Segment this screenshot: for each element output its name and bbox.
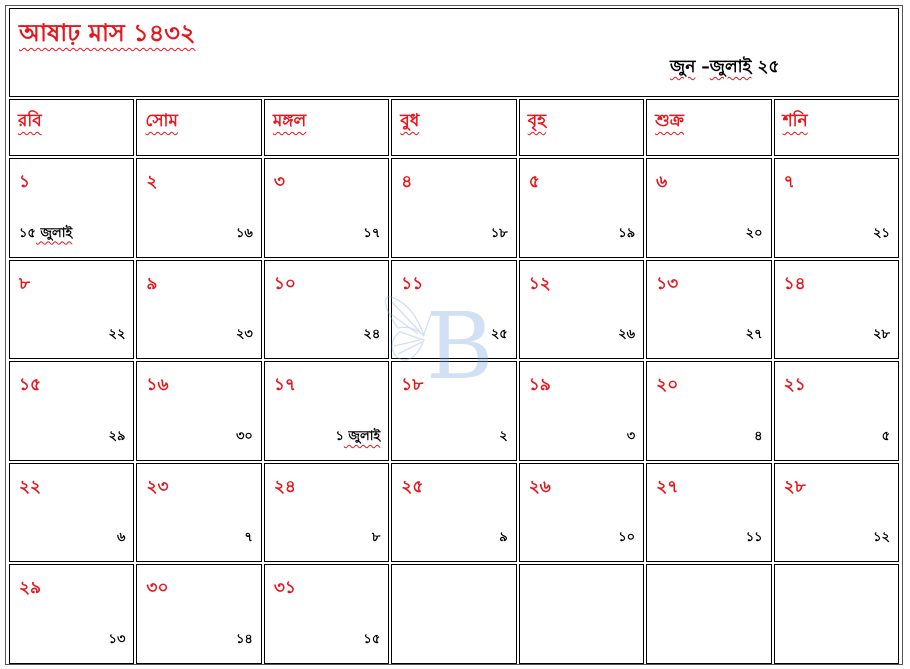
empty-day-cell bbox=[519, 564, 644, 664]
gregorian-date-number: ২৬ bbox=[618, 327, 636, 343]
gregorian-date bbox=[363, 225, 380, 243]
day-cell bbox=[136, 260, 261, 360]
gregorian-date-number: ১২ bbox=[873, 530, 890, 546]
bengali-date: ১৩ bbox=[656, 273, 679, 294]
gregorian-date bbox=[117, 529, 125, 547]
day-cell bbox=[391, 361, 516, 461]
weekday-header-cell bbox=[519, 99, 644, 156]
bengali-date: ২৫ bbox=[401, 476, 424, 497]
gregorian-date-number: ২৫ bbox=[490, 327, 508, 343]
gregorian-date-number: ২০ bbox=[745, 225, 763, 241]
day-cell bbox=[264, 260, 389, 360]
gregorian-date bbox=[335, 428, 380, 446]
day-cell bbox=[264, 463, 389, 563]
calendar-header bbox=[9, 8, 899, 97]
bengali-date: ১১ bbox=[401, 273, 424, 294]
gregorian-date-number: ৪ bbox=[754, 428, 763, 444]
day-cell bbox=[9, 158, 134, 258]
day-cell bbox=[646, 260, 771, 360]
bengali-date: ১৮ bbox=[401, 375, 424, 396]
gregorian-date-number: ১৪ bbox=[235, 631, 253, 647]
gregorian-date-number: ২৪ bbox=[363, 327, 381, 343]
gregorian-date-number: ২২ bbox=[108, 327, 126, 343]
gregorian-date bbox=[618, 529, 635, 547]
weekday-header-cell bbox=[774, 99, 899, 156]
bengali-date: ৬ bbox=[656, 172, 668, 192]
empty-day-cell bbox=[391, 564, 516, 664]
bengali-date: ২ bbox=[146, 172, 158, 192]
gregorian-date-number: ১১ bbox=[745, 530, 763, 546]
day-cell bbox=[264, 361, 389, 461]
gregorian-date bbox=[499, 428, 507, 446]
gregorian-date bbox=[882, 428, 890, 446]
day-cell bbox=[519, 158, 644, 258]
bengali-date: ৫ bbox=[528, 172, 540, 192]
gregorian-date-number: ১৯ bbox=[618, 225, 636, 241]
day-cell bbox=[774, 158, 899, 258]
day-cell bbox=[136, 361, 261, 461]
bengali-date: ১০ bbox=[273, 273, 296, 294]
day-cell bbox=[264, 158, 389, 258]
gregorian-date-number: ১৭ bbox=[363, 225, 381, 241]
day-cell bbox=[391, 158, 516, 258]
gregorian-date bbox=[618, 326, 635, 344]
day-cell bbox=[774, 463, 899, 563]
day-cell bbox=[519, 260, 644, 360]
gregorian-date bbox=[491, 225, 508, 243]
day-cell bbox=[646, 158, 771, 258]
greg-range-year: ২৫ bbox=[751, 57, 780, 77]
gregorian-date bbox=[873, 225, 890, 243]
gregorian-date bbox=[19, 225, 72, 243]
empty-day-cell bbox=[646, 564, 771, 664]
gregorian-date bbox=[244, 529, 252, 547]
gregorian-date-number: ৬ bbox=[116, 530, 126, 546]
bengali-date: ৮ bbox=[19, 273, 31, 294]
gregorian-date-number: ২৮ bbox=[873, 327, 890, 343]
gregorian-date-number: ৮ bbox=[371, 530, 381, 546]
day-cell bbox=[391, 463, 516, 563]
bengali-date: ৪ bbox=[401, 172, 413, 192]
day-cell bbox=[264, 564, 389, 664]
day-cell bbox=[391, 260, 516, 360]
bengali-date: ১ bbox=[19, 172, 31, 192]
gregorian-date-number: ২৭ bbox=[745, 327, 763, 343]
gregorian-date-number: ১৫ bbox=[363, 631, 381, 647]
gregorian-date bbox=[109, 631, 126, 649]
gregorian-date bbox=[363, 326, 380, 344]
day-cell bbox=[774, 260, 899, 360]
gregorian-date-number: ১০ bbox=[618, 530, 636, 546]
gregorian-date bbox=[372, 529, 380, 547]
gregorian-date bbox=[499, 529, 507, 547]
gregorian-date bbox=[746, 326, 763, 344]
bengali-date: ১৫ bbox=[19, 375, 42, 396]
weekday-header-cell bbox=[9, 99, 134, 156]
bengali-date: ২৮ bbox=[783, 476, 806, 497]
gregorian-date-number: ১৬ bbox=[235, 225, 253, 241]
gregorian-month-label: জুলাই bbox=[343, 428, 381, 444]
day-cell bbox=[9, 361, 134, 461]
weekday-header-cell bbox=[646, 99, 771, 156]
gregorian-date bbox=[236, 428, 253, 446]
bengali-date: ৩১ bbox=[273, 578, 296, 599]
weekday-label: বৃহ bbox=[527, 111, 547, 131]
gregorian-date bbox=[873, 529, 890, 547]
gregorian-date bbox=[746, 529, 763, 547]
bengali-date: ২১ bbox=[783, 375, 806, 396]
gregorian-date bbox=[873, 326, 890, 344]
gregorian-date bbox=[109, 326, 126, 344]
day-cell bbox=[9, 564, 134, 664]
gregorian-date bbox=[236, 326, 253, 344]
bengali-date: ৩০ bbox=[146, 578, 169, 599]
gregorian-month-label: জুলাই bbox=[35, 225, 73, 241]
gregorian-date bbox=[491, 326, 508, 344]
weekday-header-cell bbox=[391, 99, 516, 156]
gregorian-date bbox=[236, 631, 253, 649]
calendar-grid bbox=[9, 99, 899, 664]
bengali-date: ২৭ bbox=[656, 476, 679, 497]
day-cell bbox=[136, 564, 261, 664]
day-cell bbox=[136, 158, 261, 258]
day-cell bbox=[9, 463, 134, 563]
bengali-date: ২৬ bbox=[528, 476, 551, 497]
gregorian-date-number: ২৯ bbox=[108, 428, 126, 444]
gregorian-date-number: ১ bbox=[335, 428, 344, 444]
gregorian-date-number: ৩০ bbox=[235, 428, 253, 444]
month-title: আষাঢ় মাস ১৪৩২ bbox=[19, 19, 196, 47]
day-cell bbox=[519, 361, 644, 461]
bengali-date: ২৩ bbox=[146, 476, 169, 497]
greg-range-to: জুলাই bbox=[709, 57, 752, 77]
weekday-label: মঙ্গল bbox=[272, 111, 307, 131]
gregorian-date-number: ৭ bbox=[244, 530, 253, 546]
gregorian-date-number: ১৫ bbox=[19, 225, 36, 241]
bengali-date: ১৬ bbox=[146, 375, 169, 396]
gregorian-date bbox=[754, 428, 762, 446]
bengali-date: ২২ bbox=[19, 476, 42, 497]
day-cell bbox=[136, 463, 261, 563]
weekday-header-cell bbox=[264, 99, 389, 156]
greg-range-from: জুন bbox=[670, 57, 696, 77]
bengali-date: ৭ bbox=[783, 172, 795, 192]
weekday-label: সোম bbox=[145, 111, 178, 131]
gregorian-month-range bbox=[670, 55, 779, 79]
greg-range-dash: – bbox=[695, 57, 710, 77]
day-cell bbox=[9, 260, 134, 360]
bengali-date: ২৪ bbox=[273, 476, 296, 497]
bengali-date: ৩ bbox=[273, 172, 285, 192]
gregorian-date-number: ১৮ bbox=[490, 225, 508, 241]
gregorian-date-number: ৯ bbox=[499, 530, 508, 546]
gregorian-date-number: ৩ bbox=[626, 428, 636, 444]
gregorian-date-number: ৫ bbox=[881, 428, 890, 444]
day-cell bbox=[519, 463, 644, 563]
bengali-date: ২০ bbox=[656, 375, 679, 396]
gregorian-date-number: ২৩ bbox=[235, 327, 253, 343]
watermark-letter: B bbox=[426, 293, 494, 393]
bengali-date: ১৭ bbox=[273, 375, 296, 396]
weekday-label: বুধ bbox=[400, 111, 420, 131]
day-cell bbox=[774, 361, 899, 461]
gregorian-date-number: ১৩ bbox=[108, 631, 126, 647]
bengali-date: ১৪ bbox=[783, 273, 806, 294]
gregorian-date bbox=[363, 631, 380, 649]
bengali-date: ১৯ bbox=[528, 375, 551, 396]
weekday-header-cell bbox=[136, 99, 261, 156]
gregorian-date bbox=[746, 225, 763, 243]
gregorian-date-number: ২১ bbox=[873, 225, 890, 241]
bengali-date: ১২ bbox=[528, 273, 551, 294]
day-cell bbox=[646, 463, 771, 563]
bengali-date: ২৯ bbox=[19, 578, 42, 599]
weekday-label: শনি bbox=[782, 111, 808, 131]
gregorian-date bbox=[236, 225, 253, 243]
empty-day-cell bbox=[774, 564, 899, 664]
gregorian-date-number: ২ bbox=[499, 428, 508, 444]
weekday-label: রবি bbox=[18, 111, 42, 131]
bengali-date: ৯ bbox=[146, 273, 158, 294]
weekday-label: শুক্র bbox=[655, 111, 684, 131]
gregorian-date bbox=[627, 428, 635, 446]
gregorian-date bbox=[109, 428, 126, 446]
gregorian-date bbox=[618, 225, 635, 243]
day-cell bbox=[646, 361, 771, 461]
